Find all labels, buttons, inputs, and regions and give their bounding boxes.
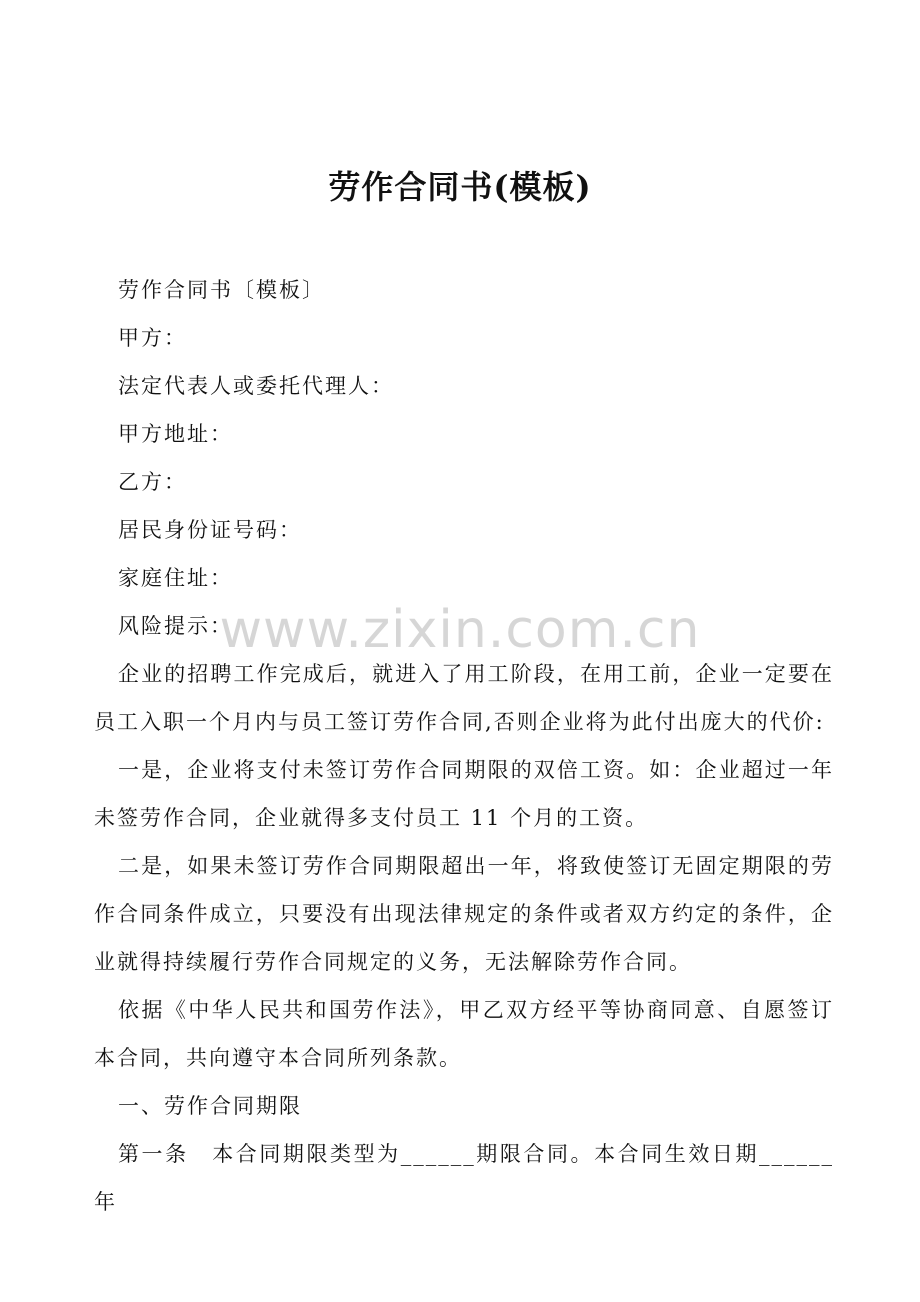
section-heading-term: 一、劳作合同期限 <box>118 1094 302 1118</box>
paragraph-subtitle: 劳作合同书〔模板〕 <box>118 278 325 302</box>
paragraph-basis: 依据《中华人民共和国劳作法》，甲乙双方经平等协商同意、自愿签订本合同，共向遵守本合同所列条款。 <box>94 998 834 1070</box>
paragraph-party-a: 甲方： <box>118 326 187 350</box>
paragraph-party-a-address: 甲方地址： <box>118 422 233 446</box>
paragraph-risk-intro: 企业的招聘工作完成后，就进入了用工阶段，在用工前，企业一定要在员工入职一个月内与员工签订劳作合同,否则企业将为此付出庞大的代价: <box>94 662 834 734</box>
paragraph-risk-one: 一是，企业将支付未签订劳作合同期限的双倍工资。如：企业超过一年未签劳作合同，企业就得多支付员工 11 个月的工资。 <box>94 758 834 830</box>
article-one: 第一条 本合同期限类型为______期限合同。本合同生效日期______年 <box>94 1142 834 1214</box>
paragraph-risk-two: 二是，如果未签订劳作合同期限超出一年，将致使签订无固定期限的劳作合同条件成立，只要没有出现法律规定的条件或者双方约定的条件，企业就得持续履行劳作合同规定的义务，无法解除劳作合同。 <box>94 854 834 974</box>
paragraph-home-address: 家庭住址： <box>118 566 233 590</box>
document-title: 劳作合同书(模板) <box>328 168 592 206</box>
document-body <box>94 266 834 1226</box>
paragraph-id-number: 居民身份证号码： <box>118 518 302 542</box>
watermark: www.zixin.com.cn <box>219 600 701 660</box>
paragraph-risk-heading: 风险提示： <box>118 614 233 638</box>
paragraph-party-b: 乙方： <box>118 470 187 494</box>
paragraph-legal-rep: 法定代表人或委托代理人： <box>118 374 394 398</box>
